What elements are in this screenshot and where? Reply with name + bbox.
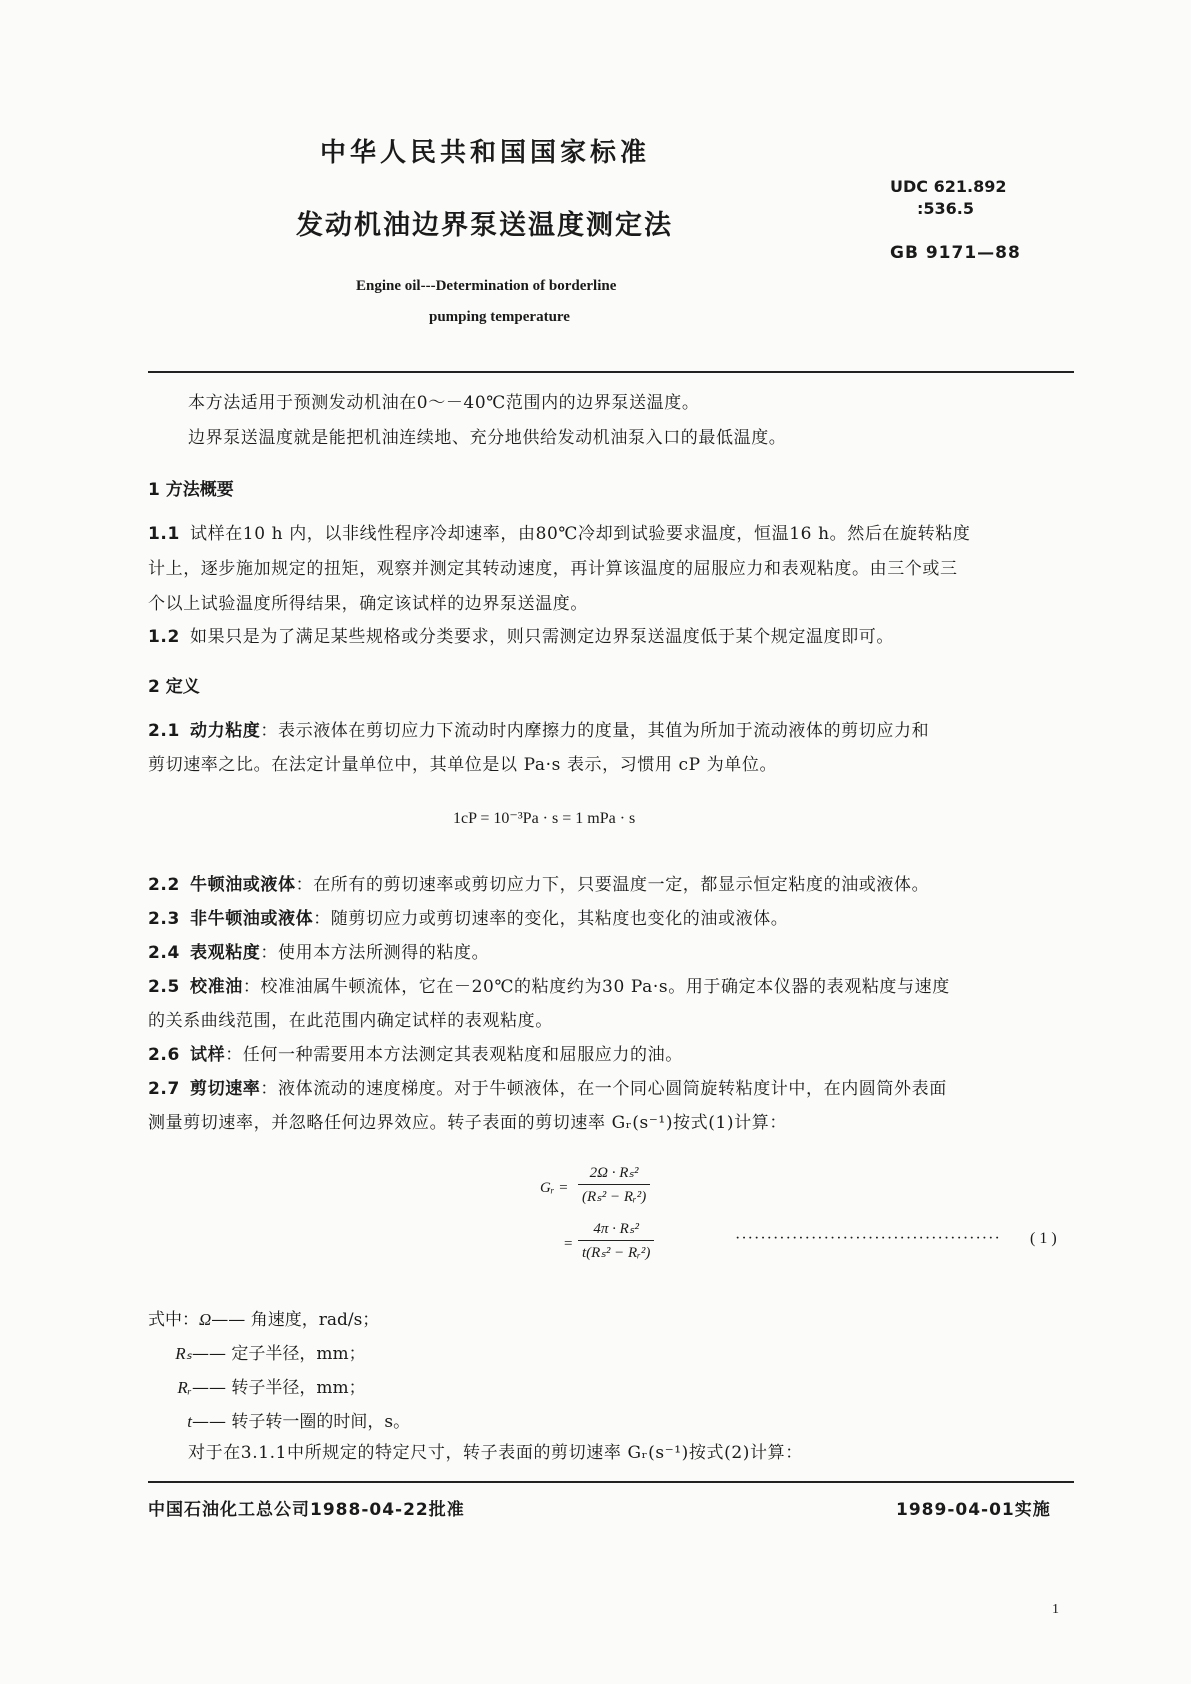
legend-followup: 对于在3.1.1中所规定的特定尺寸，转子表面的剪切速率 Gᵣ(s⁻¹)按式(2)计算： bbox=[188, 1443, 803, 1463]
legend-symbol: Rₛ bbox=[175, 1344, 192, 1363]
clause-term: 校准油 bbox=[190, 977, 243, 997]
document-title: 发动机油边界泵送温度测定法 bbox=[296, 210, 673, 241]
clause-text: ：校准油属牛顿流体，它在－20℃的粘度约为30 Pa·s。用于确定本仪器的表观粘度与速度 bbox=[242, 977, 950, 997]
clause-2-4 bbox=[148, 936, 489, 970]
clause-term: 试样 bbox=[190, 1045, 226, 1065]
clause-number: 1.2 bbox=[148, 627, 180, 647]
udc-code-line1: UDC 621.892 bbox=[890, 177, 1007, 196]
english-title-line1: Engine oil---Determination of borderline bbox=[356, 278, 617, 294]
clause-number: 2.1 bbox=[148, 721, 180, 741]
clause-term: 牛顿油或液体 bbox=[190, 875, 296, 895]
formula-denominator-1: (Rₛ² − Rᵣ²) bbox=[582, 1189, 647, 1205]
clause-2-3 bbox=[148, 902, 788, 936]
clause-number: 2.7 bbox=[148, 1079, 180, 1099]
formula-lhs: Gᵣ = bbox=[540, 1180, 569, 1196]
clause-text: ：随剪切应力或剪切速率的变化，其粘度也变化的油或液体。 bbox=[313, 909, 789, 929]
section-1-heading: 1 方法概要 bbox=[148, 480, 234, 500]
clause-2-6 bbox=[148, 1038, 683, 1072]
udc-code-line2: :536.5 bbox=[917, 199, 975, 218]
clause-number: 2.4 bbox=[148, 943, 180, 963]
effective-date: 1989-04-01实施 bbox=[896, 1500, 1051, 1520]
clause-text: 试样在10 h 内，以非线性程序冷却速率，由80℃冷却到试验要求温度，恒温16 h。然后在旋转粘度 bbox=[190, 524, 971, 544]
clause-1-2 bbox=[148, 620, 894, 654]
formula-number: ( 1 ) bbox=[1030, 1230, 1057, 1247]
clause-1-1-line2: 计上，逐步施加规定的扭矩，观察并测定其转动速度，再计算该温度的屈服应力和表观粘度。由三个或三 bbox=[148, 559, 958, 579]
formula-denominator-2: t(Rₛ² − Rᵣ²) bbox=[582, 1245, 651, 1261]
clause-number: 1.1 bbox=[148, 524, 180, 544]
clause-number: 2.3 bbox=[148, 909, 180, 929]
clause-number: 2.5 bbox=[148, 977, 180, 997]
gb-code: GB 9171—88 bbox=[890, 243, 1021, 263]
clause-2-1-line2: 剪切速率之比。在法定计量单位中，其单位是以 Pa·s 表示，习惯用 cP 为单位。 bbox=[148, 755, 778, 775]
formula-leader-dots: ·········································· bbox=[735, 1230, 1001, 1247]
clause-2-5-line2: 的关系曲线范围，在此范围内确定试样的表观粘度。 bbox=[148, 1011, 553, 1031]
clause-term: 动力粘度 bbox=[190, 721, 261, 741]
legend-description: —— 定子半径，mm； bbox=[192, 1344, 366, 1364]
english-title-line2: pumping temperature bbox=[429, 309, 570, 325]
clause-2-2 bbox=[148, 868, 929, 902]
clause-2-7-line2: 测量剪切速率，并忽略任何边界效应。转子表面的剪切速率 Gᵣ(s⁻¹)按式(1)计算： bbox=[148, 1113, 787, 1133]
clause-number: 2.2 bbox=[148, 875, 180, 895]
formula-numerator-2: 4π · Rₛ² bbox=[578, 1219, 654, 1241]
clause-2-1 bbox=[148, 714, 929, 748]
legend-row-omega bbox=[148, 1305, 379, 1330]
clause-text: ：在所有的剪切速率或剪切应力下，只要温度一定，都显示恒定粘度的油或液体。 bbox=[295, 875, 930, 895]
formula-fraction-1 bbox=[578, 1163, 650, 1206]
clause-term: 剪切速率 bbox=[190, 1079, 261, 1099]
section-2-heading: 2 定义 bbox=[148, 677, 200, 697]
clause-number: 2.6 bbox=[148, 1045, 180, 1065]
clause-1-1 bbox=[148, 517, 970, 551]
intro-paragraph-1: 本方法适用于预测发动机油在0～－40℃范围内的边界泵送温度。 bbox=[188, 393, 700, 413]
legend-row-rr bbox=[148, 1373, 366, 1398]
header-divider bbox=[148, 371, 1074, 373]
clause-2-5 bbox=[148, 970, 950, 1004]
legend-symbol: Ω bbox=[199, 1310, 212, 1329]
unit-equation: 1cP = 10⁻³Pa · s = 1 mPa · s bbox=[453, 810, 636, 827]
formula-equals-2: = bbox=[564, 1236, 573, 1252]
legend-description: —— 转子半径，mm； bbox=[192, 1378, 366, 1398]
legend-row-t bbox=[148, 1407, 410, 1432]
clause-text: ：液体流动的速度梯度。对于牛顿液体，在一个同心圆筒旋转粘度计中，在内圆筒外表面 bbox=[260, 1079, 947, 1099]
clause-2-7 bbox=[148, 1072, 947, 1106]
legend-intro: 式中： bbox=[148, 1310, 199, 1330]
legend-description: —— 转子转一圈的时间，s。 bbox=[192, 1412, 411, 1432]
formula-fraction-2 bbox=[578, 1219, 654, 1262]
standard-title: 中华人民共和国国家标准 bbox=[320, 138, 651, 168]
clause-text: ：使用本方法所测得的粘度。 bbox=[260, 943, 490, 963]
footer-divider bbox=[148, 1481, 1074, 1483]
legend-symbol: Rᵣ bbox=[177, 1378, 192, 1397]
clause-term: 表观粘度 bbox=[190, 943, 261, 963]
legend-symbol: t bbox=[187, 1412, 192, 1431]
formula-numerator-1: 2Ω · Rₛ² bbox=[578, 1163, 650, 1185]
clause-1-1-line3: 个以上试验温度所得结果，确定该试样的边界泵送温度。 bbox=[148, 594, 588, 614]
legend-row-rs bbox=[148, 1339, 366, 1364]
legend-description: —— 角速度，rad/s； bbox=[211, 1310, 380, 1330]
clause-text: ：表示液体在剪切应力下流动时内摩擦力的度量，其值为所加于流动液体的剪切应力和 bbox=[260, 721, 930, 741]
page-number: 1 bbox=[1052, 1602, 1059, 1617]
clause-term: 非牛顿油或液体 bbox=[190, 909, 314, 929]
intro-paragraph-2: 边界泵送温度就是能把机油连续地、充分地供给发动机油泵入口的最低温度。 bbox=[188, 428, 787, 448]
clause-text: ：任何一种需要用本方法测定其表观粘度和屈服应力的油。 bbox=[225, 1045, 683, 1065]
clause-text: 如果只是为了满足某些规格或分类要求，则只需测定边界泵送温度低于某个规定温度即可。 bbox=[190, 627, 894, 647]
approval-note: 中国石油化工总公司1988-04-22批准 bbox=[148, 1500, 465, 1520]
